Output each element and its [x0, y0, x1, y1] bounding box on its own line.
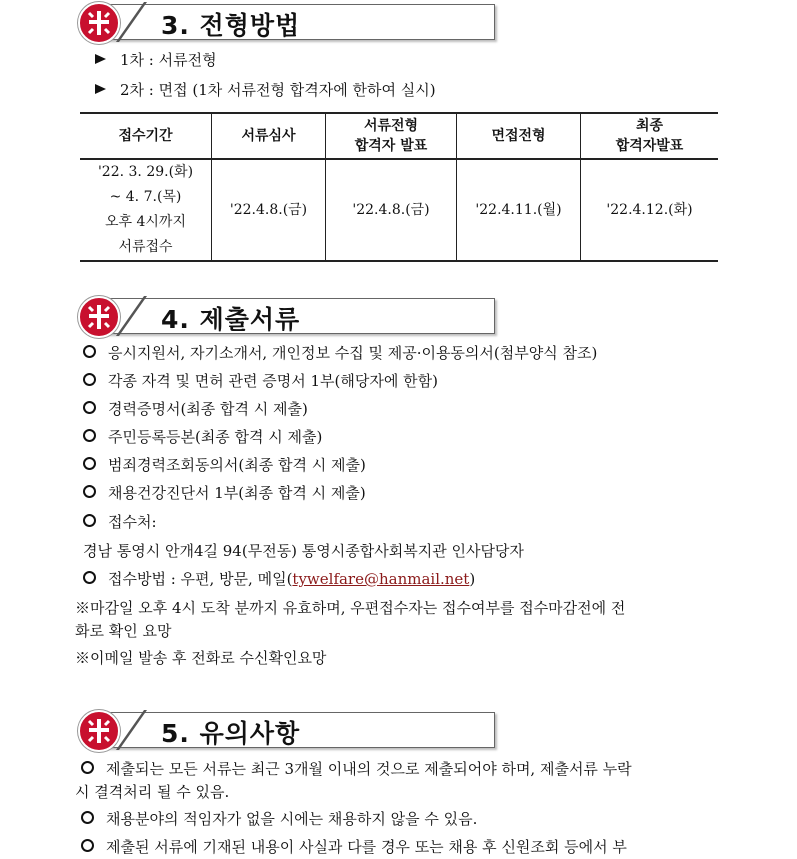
circle-bullet-icon: [83, 457, 96, 470]
section-title: 5. 유의사항: [161, 719, 301, 748]
circle-bullet-icon: [83, 485, 96, 498]
arrow-bullet-icon: [95, 54, 106, 64]
caritas-logo-icon: [78, 296, 120, 338]
cell-period: '22. 3. 29.(화) ~ 4. 7.(목) 오후 4시까지 서류접수: [80, 159, 212, 261]
caution-item: 채용분야의 적임자가 없을 시에는 채용하지 않을 수 있음.: [79, 808, 477, 830]
note-deadline: ※마감일 오후 4시 도착 분까지 유효하며, 우편접수자는 접수여부를 접수마감전에 전: [75, 599, 626, 617]
cell-final-result: '22.4.12.(화): [581, 159, 719, 261]
list-item: 주민등록등본(최종 합격 시 제출): [83, 426, 322, 448]
list-item: 각종 자격 및 면허 관련 증명서 1부(해당자에 한함): [83, 370, 438, 392]
schedule-table: [80, 112, 718, 262]
header-final-result: 최종 합격자발표: [581, 113, 719, 159]
circle-bullet-icon: [83, 401, 96, 414]
cell-interview: '22.4.11.(월): [457, 159, 581, 261]
section-title: 3. 전형방법: [161, 11, 301, 40]
section-header-3: [78, 2, 496, 42]
arrow-bullet-icon: [95, 84, 106, 94]
list-item: 범죄경력조회동의서(최종 합격 시 제출): [83, 454, 366, 476]
section-title: 4. 제출서류: [161, 305, 301, 334]
step-item: 2차 : 면접 (1차 서류전형 합격자에 한하여 실시): [95, 79, 436, 101]
header-interview: 면접전형: [457, 113, 581, 159]
circle-bullet-icon: [81, 761, 94, 774]
circle-bullet-icon: [83, 571, 96, 584]
table-header-row: [80, 113, 718, 159]
circle-bullet-icon: [83, 514, 96, 527]
header-doc-review: 서류심사: [212, 113, 326, 159]
caution-item: 제출되는 모든 서류는 최근 3개월 이내의 것으로 제출되어야 하며, 제출서류 누락: [79, 758, 632, 780]
circle-bullet-icon: [83, 345, 96, 358]
table-row: [80, 159, 718, 261]
circle-bullet-icon: [81, 811, 94, 824]
section-header-4: [78, 296, 496, 336]
address-text: 경남 통영시 안개4길 94(무전동) 통영시종합사회복지관 인사담당자: [83, 542, 524, 560]
note-email: ※이메일 발송 후 전화로 수신확인요망: [75, 649, 327, 667]
circle-bullet-icon: [83, 373, 96, 386]
email-link[interactable]: tywelfare@hanmail.net: [292, 570, 470, 588]
step-item: 1차 : 서류전형: [95, 49, 217, 71]
header-doc-result: 서류전형 합격자 발표: [326, 113, 457, 159]
caritas-logo-icon: [78, 2, 120, 44]
section-header-5: [78, 710, 496, 750]
list-item: 경력증명서(최종 합격 시 제출): [83, 398, 308, 420]
circle-bullet-icon: [81, 839, 94, 852]
cell-doc-review: '22.4.8.(금): [212, 159, 326, 261]
caution-item-cont: 시 결격처리 될 수 있음.: [75, 783, 230, 801]
note-deadline-cont: 화로 확인 요망: [75, 622, 172, 640]
header-period: 접수기간: [80, 113, 212, 159]
caritas-logo-icon: [78, 710, 120, 752]
submission-method: 접수방법 : 우편, 방문, 메일(tywelfare@hanmail.net): [83, 568, 475, 590]
cell-doc-result: '22.4.8.(금): [326, 159, 457, 261]
list-item: 채용건강진단서 1부(최종 합격 시 제출): [83, 482, 366, 504]
list-item: 접수처:: [83, 511, 157, 533]
list-item: 응시지원서, 자기소개서, 개인정보 수집 및 제공·이용동의서(첨부양식 참조): [83, 342, 597, 364]
circle-bullet-icon: [83, 429, 96, 442]
caution-item: 제출된 서류에 기재된 내용이 사실과 다를 경우 또는 채용 후 신원조회 등에서 부: [79, 836, 627, 858]
